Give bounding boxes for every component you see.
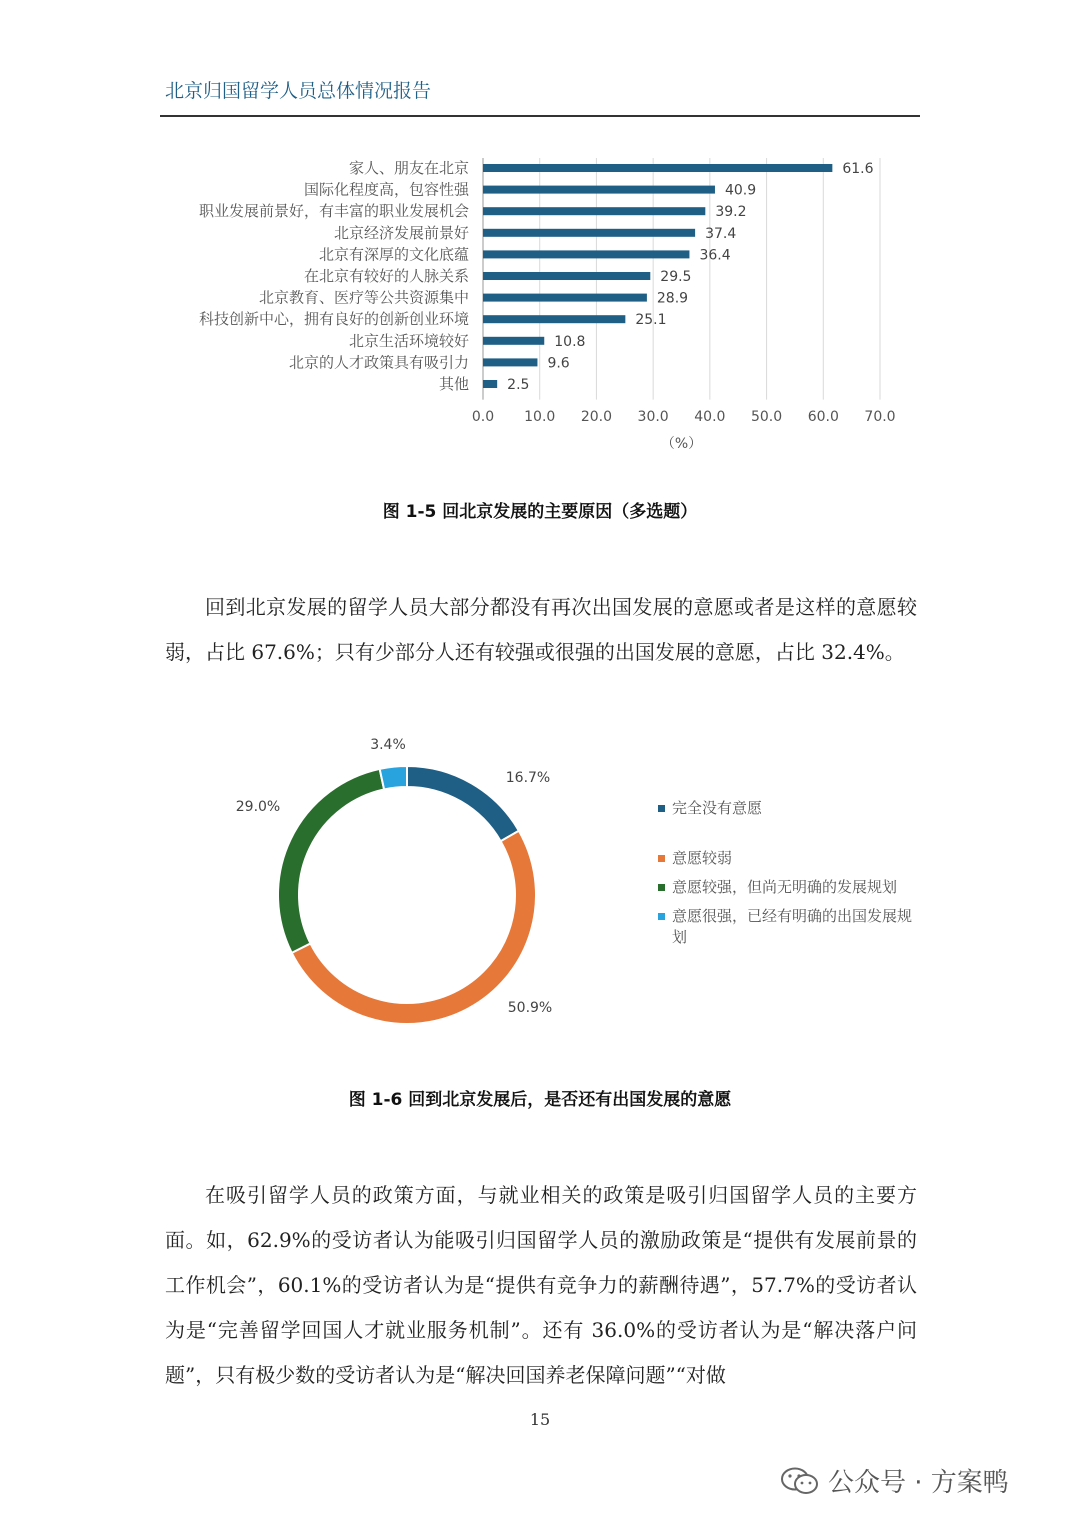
paragraph-2: 在吸引留学人员的政策方面，与就业相关的政策是吸引归国留学人员的主要方面。如，62.9%的受访者认为能吸引归国留学人员的激励政策是“提供有发展前景的工作机会”，60.1%的受访者认为是“提供有竞争力的薪酬待遇”，57.7%的受访者认为是“完善留学回国人才就业服务机制”。还有 36.0%的受访者认为是“解决落户问题”，只有极少数的受访者认为是“解决回国养老保障问题”“对做 [165,1183,917,1387]
watermark-text: 公众号 · 方案鸭 [828,1468,1009,1498]
bar-value-label: 37.4 [705,225,737,242]
category-label: 职业发展前景好，有丰富的职业发展机会 [198,202,469,221]
x-tick-label: 50.0 [750,409,783,425]
bar-value-label: 29.5 [660,269,692,285]
slice-value-label: 16.7% [505,770,551,786]
donut-slice [380,766,407,789]
bar-value-label: 40.9 [724,182,757,199]
category-label: 北京经济发展前景好 [333,223,469,242]
slice-value-label: 3.4% [370,737,406,753]
donut-slice [407,766,519,841]
x-tick-label: 70.0 [864,409,896,425]
bar-value-label: 25.1 [635,312,667,329]
legend-item [658,798,918,819]
legend-label: 意愿很强，已经有明确的出国发展规划 [672,907,913,946]
running-header: 北京归国留学人员总体情况报告 [165,80,432,102]
category-label: 在北京有较好的人脉关系 [303,267,469,285]
category-label: 北京生活环境较好 [348,331,469,350]
legend-label: 意愿较强，但尚无明确的发展规划 [672,878,898,896]
bar-value-label: 39.2 [715,204,747,221]
legend-item [658,848,918,869]
legend-label: 意愿较弱 [672,849,733,867]
x-tick-label: 10.0 [524,409,556,425]
category-label: 科技创新中心，拥有良好的创新创业环境 [198,310,469,329]
bar-value-label: 36.4 [699,247,731,264]
page-number: 15 [529,1410,551,1429]
figure-1-6-caption: 图 1-6 回到北京发展后，是否还有出国发展的意愿 [348,1090,732,1110]
bar-value-label: 28.9 [656,290,689,307]
bar-value-label: 9.6 [547,355,570,372]
paragraph-1: 回到北京发展的留学人员大部分都没有再次出国发展的意愿或者是这样的意愿较弱，占比 67.6%；只有少部分人还有较强或很强的出国发展的意愿，占比 32.4%。 [165,595,917,664]
legend-label: 完全没有意愿 [672,799,763,817]
legend-swatch [658,855,665,862]
legend-swatch [658,884,665,891]
bar-value-label: 2.5 [507,377,530,393]
bar-value-label: 10.8 [554,333,586,350]
legend-item [658,906,918,948]
category-label: 北京教育、医疗等公共资源集中 [258,288,469,307]
legend-swatch [658,913,665,920]
watermark [780,1462,1009,1499]
legend-swatch [658,805,665,812]
category-label: 家人、朋友在北京 [348,159,469,177]
x-tick-label: 30.0 [637,409,669,425]
category-label: 其他 [438,375,469,393]
x-tick-label: 40.0 [694,409,726,425]
slice-value-label: 29.0% [235,799,281,815]
bar-value-label: 61.6 [842,161,874,177]
x-axis-label: （%） [660,436,703,452]
category-label: 国际化程度高，包容性强 [303,180,469,199]
x-tick-label: 0.0 [471,409,495,425]
x-tick-label: 60.0 [807,409,839,425]
slice-value-label: 50.9% [507,1000,553,1016]
donut-slice [278,769,384,953]
wechat-icon [780,1466,820,1496]
category-label: 北京有深厚的文化底蕴 [318,245,469,264]
legend-item [658,877,918,898]
donut-slice [292,831,536,1024]
category-label: 北京的人才政策具有吸引力 [288,353,469,372]
x-tick-label: 20.0 [580,409,613,425]
figure-1-5-caption: 图 1-5 回北京发展的主要原因（多选题） [382,502,698,522]
donut-legend [658,798,918,956]
